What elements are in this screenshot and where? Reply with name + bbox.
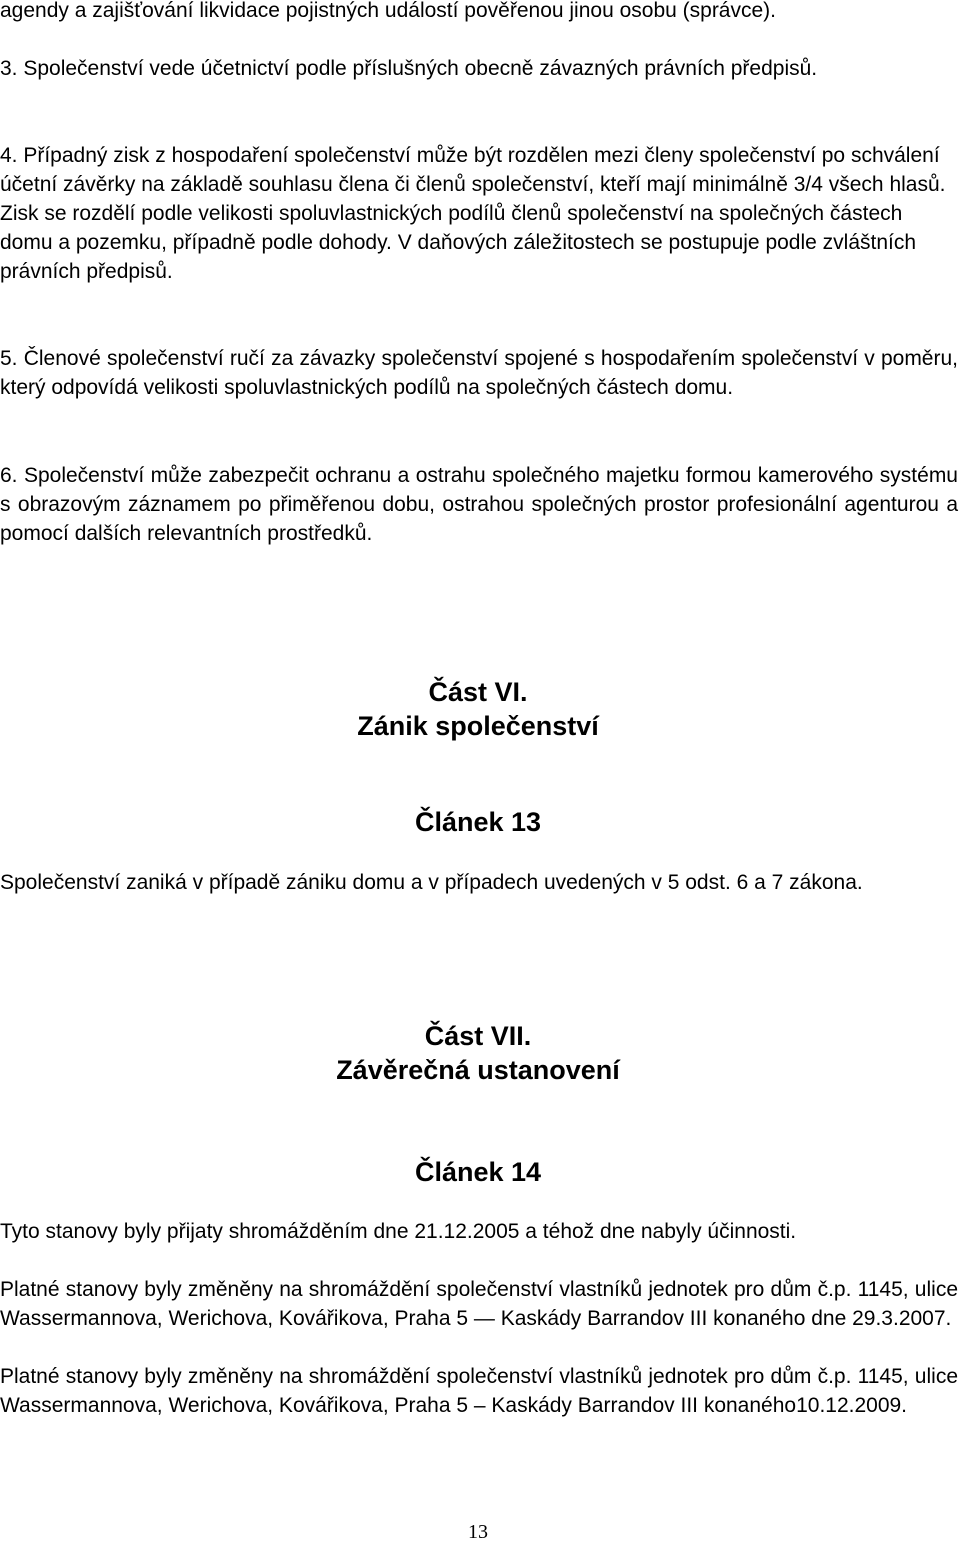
article-13-text: Společenství zaniká v případě zániku domu a v případech uvedených v 5 odst. 6 a 7 zákona. (0, 871, 863, 894)
article-14-amendment-2007: Platné stanovy byly změněny na shromáždění společenství vlastníků jednotek pro dům č.p. 1145, ulice Wassermannova, Werichova, Kovářikova, Praha 5 — Kaskády Barrandov III konaného dne 29.3.2007. (0, 1278, 958, 1330)
paragraph-continuation: agendy a zajišťování likvidace pojistných událostí pověřenou jinou osobu (správce). (0, 0, 776, 22)
paragraph-6: 6. Společenství může zabezpečit ochranu a ostrahu společného majetku formou kamerového systému s obrazovým záznamem po přiměřenou dobu, ostrahou společných prostor profesionální agenturou a pomocí dalších relevantních prostředků. (0, 464, 958, 545)
article-14-adoption-text: Tyto stanovy byly přijaty shromážděním dne 21.12.2005 a téhož dne nabyly účinnosti. (0, 1220, 797, 1243)
page-number: 13 (468, 1521, 488, 1543)
part-6-subtitle: Zánik společenství (357, 711, 599, 741)
part-6-title: Část VI. (428, 677, 528, 707)
article-14-amendment-2009: Platné stanovy byly změněny na shromáždění společenství vlastníků jednotek pro dům č.p. 1145, ulice Wassermannova, Werichova, Kovářikova, Praha 5 – Kaskády Barrandov III konaného10.12.2009. (0, 1365, 958, 1417)
part-7-subtitle: Závěrečná ustanovení (336, 1055, 620, 1085)
paragraph-5: 5. Členové společenství ručí za závazky společenství spojené s hospodařením společenství v poměru, který odpovídá velikosti spoluvlastnických podílů na společných částech domu. (0, 347, 958, 399)
article-14-heading: Článek 14 (414, 1157, 542, 1187)
part-7-title: Část VII. (424, 1021, 532, 1051)
article-13-heading: Článek 13 (414, 807, 542, 837)
paragraph-4: 4. Případný zisk z hospodaření společenství může být rozdělen mezi členy společenství po schválení účetní závěrky na základě souhlasu člena či členů společenství, kteří mají minimálně 3/4 všech hlasů. Zisk se rozdělí podle velikosti spoluvlastnických podílů členů společenství na společných částech domu a pozemku, případně podle dohody. V daňových záležitostech se postupuje podle zvláštních právních předpisů. (0, 144, 946, 283)
paragraph-3: 3. Společenství vede účetnictví podle příslušných obecně závazných právních předpisů. (0, 57, 818, 80)
